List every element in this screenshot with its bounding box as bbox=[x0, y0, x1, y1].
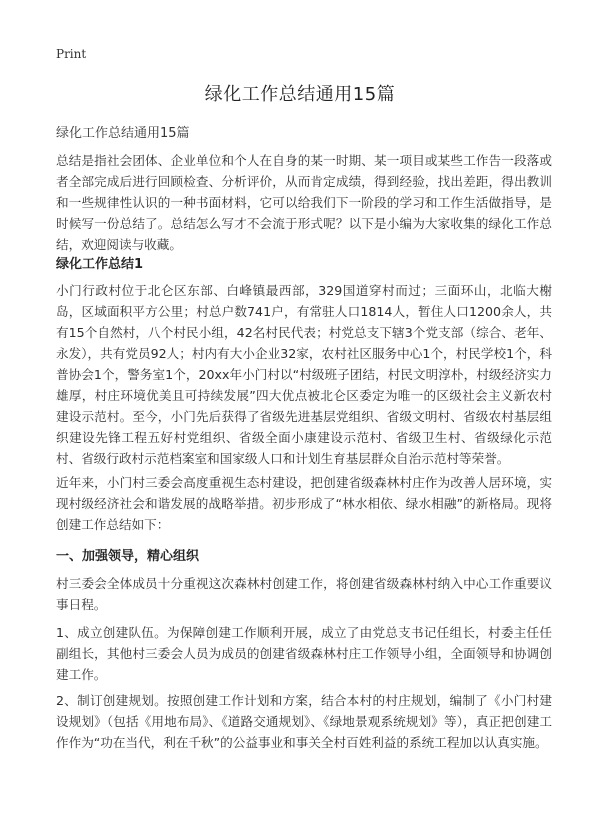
page-title: 绿化工作总结通用15篇 bbox=[204, 84, 396, 105]
subheading-leadership: 一、加强领导，精心组织 bbox=[56, 549, 200, 564]
summary-intro-paragraph: 近年来，小门村三委会高度重视生态村建设，把创建省级森林村庄作为改善人居环境，实现村级经济社会和谐发展的战略举措。初步形成了“林水相依、绿水相融”的新格局。现将创建工作总结如下： bbox=[56, 475, 552, 532]
section-heading-1: 绿化工作总结1 bbox=[56, 257, 144, 272]
paragraph-team: 1、成立创建队伍。为保障创建工作顺利开展，成立了由党总支书记任组长，村委主任任副组长，其他村三委会人员为成员的创建省级森林村庄工作领导小组，全面领导和协调创建工作。 bbox=[56, 625, 552, 682]
village-overview-paragraph: 小门行政村位于北仑区东部、白峰镇最西部，329国道穿村而过；三面环山，北临大榭岛，区域面积平方公里；村总户数741户，有常驻人口1814人，暂住人口1200余人，共有15个自然村，八个村民小组，42名村民代表；村党总支下辖3个党支部（综合、老年、永发），共有党员92人；村内有大小企业32家，农村社区服务中心1个，村民学校1个，科普协会1个，警务室1个，20xx年小门村以“村级班子团结，村民文明淳朴，村级经济实力雄厚，村庄环境优美且可持续发展”四大优点被北仑区委定为唯一的区级社会主义新农村建设示范村。至今，小门先后获得了省级先进基层党组织、省级文明村、省级农村基层组织建设先锋工程五好村党组织、省级全面小康建设示范村、省级卫生村、省级绿化示范村、省级行政村示范档案室和国家级人口和计划生育基层群众自治示范村等荣誉。 bbox=[56, 283, 552, 466]
paragraph-plan: 2、制订创建规划。按照创建工作计划和方案，结合本村的村庄规划，编制了《小门村建设规划》（包括《用地布局》、《道路交通规划》、《绿地景观系统规划》等），真正把创建工作作为“功在当代，利在千秋”的公益事业和事关全村百姓利益的系统工程加以认真实施。 bbox=[56, 693, 552, 750]
document-subtitle: 绿化工作总结通用15篇 bbox=[56, 126, 190, 141]
print-link[interactable]: Print bbox=[56, 47, 87, 61]
intro-paragraph: 总结是指社会团体、企业单位和个人在自身的某一时期、某一项目或某些工作告一段落或者全部完成后进行回顾检查、分析评价，从而肯定成绩，得到经验，找出差距，得出教训和一些规律性认识的一种书面材料，它可以给我们下一阶段的学习和工作生活做指导，是时候写一份总结了。总结怎么写才不会流于形式呢？以下是小编为大家收集的绿化工作总结，欢迎阅读与收藏。 bbox=[56, 153, 552, 252]
paragraph-committee: 村三委会全体成员十分重视这次森林村创建工作，将创建省级森林村纳入中心工作重要议事日程。 bbox=[56, 576, 552, 612]
